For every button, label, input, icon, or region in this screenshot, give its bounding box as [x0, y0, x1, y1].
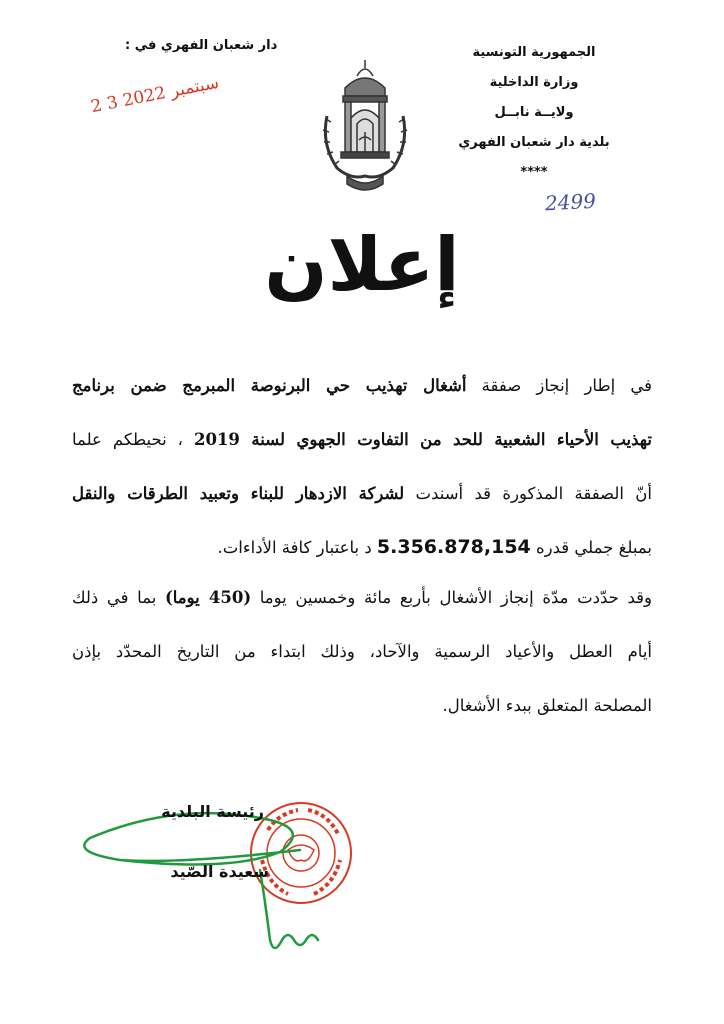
body-text: وقد حدّدت مدّة إنجاز الأشغال بأربع مائة وخمسين يوما	[251, 588, 652, 607]
body-text: ، نحيطكم علما	[72, 430, 194, 449]
header-separator: ****	[520, 165, 548, 180]
body-text: في إطار إنجاز صفقة	[466, 376, 652, 395]
contract-amount: 5.356.878,154	[376, 536, 531, 558]
body-line-7: المصلحة المتعلق ببدء الأشغال.	[442, 696, 652, 715]
duration-days: (450 يوما)	[164, 588, 252, 607]
body-text: د باعتبار كافة الأداءات.	[217, 538, 377, 557]
date-stamp: 2 3 سبتمبر 2022	[89, 72, 221, 118]
ministry-name: وزارة الداخلية	[489, 75, 579, 90]
municipality-emblem-icon	[315, 58, 415, 198]
body-line-1	[72, 376, 652, 395]
body-line-2	[72, 430, 652, 449]
letterhead	[454, 38, 614, 188]
body-line-3	[72, 484, 652, 503]
body-text: بمبلغ جملي قدره	[530, 538, 652, 557]
signatory-name: سعيدة الصّيد	[170, 862, 269, 881]
page-title: إعلان	[264, 222, 460, 308]
governorate-name: ولايــة نابــل	[494, 105, 574, 120]
contractor-name: لشركة الازدهار للبناء وتعبيد الطرقات والنقل	[72, 484, 405, 503]
municipality-name: بلدية دار شعبان الفهري	[458, 135, 610, 150]
country-name: الجمهورية التونسية	[472, 45, 596, 60]
reference-number: 2499	[544, 188, 597, 216]
body-line-5	[72, 588, 652, 607]
body-line-6: أيام العطل والأعياد الرسمية والآحاد، وذلك ابتداء من التاريخ المحدّد بإذن	[72, 642, 652, 661]
program-name: تهذيب الأحياء الشعبية للحد من التفاوت الجهوي لسنة 2019	[193, 430, 652, 449]
body-text: بما في ذلك	[72, 588, 165, 607]
body-text: أنّ الصفقة المذكورة قد أسندت	[404, 484, 652, 503]
place-date-label: دار شعبان الفهري في :	[125, 38, 278, 53]
signatory-title: رئيسة البلدية	[161, 802, 264, 821]
body-line-4	[72, 536, 652, 558]
project-name: أشغال تهذيب حي البرنوصة المبرمج ضمن برنامج	[72, 376, 467, 395]
